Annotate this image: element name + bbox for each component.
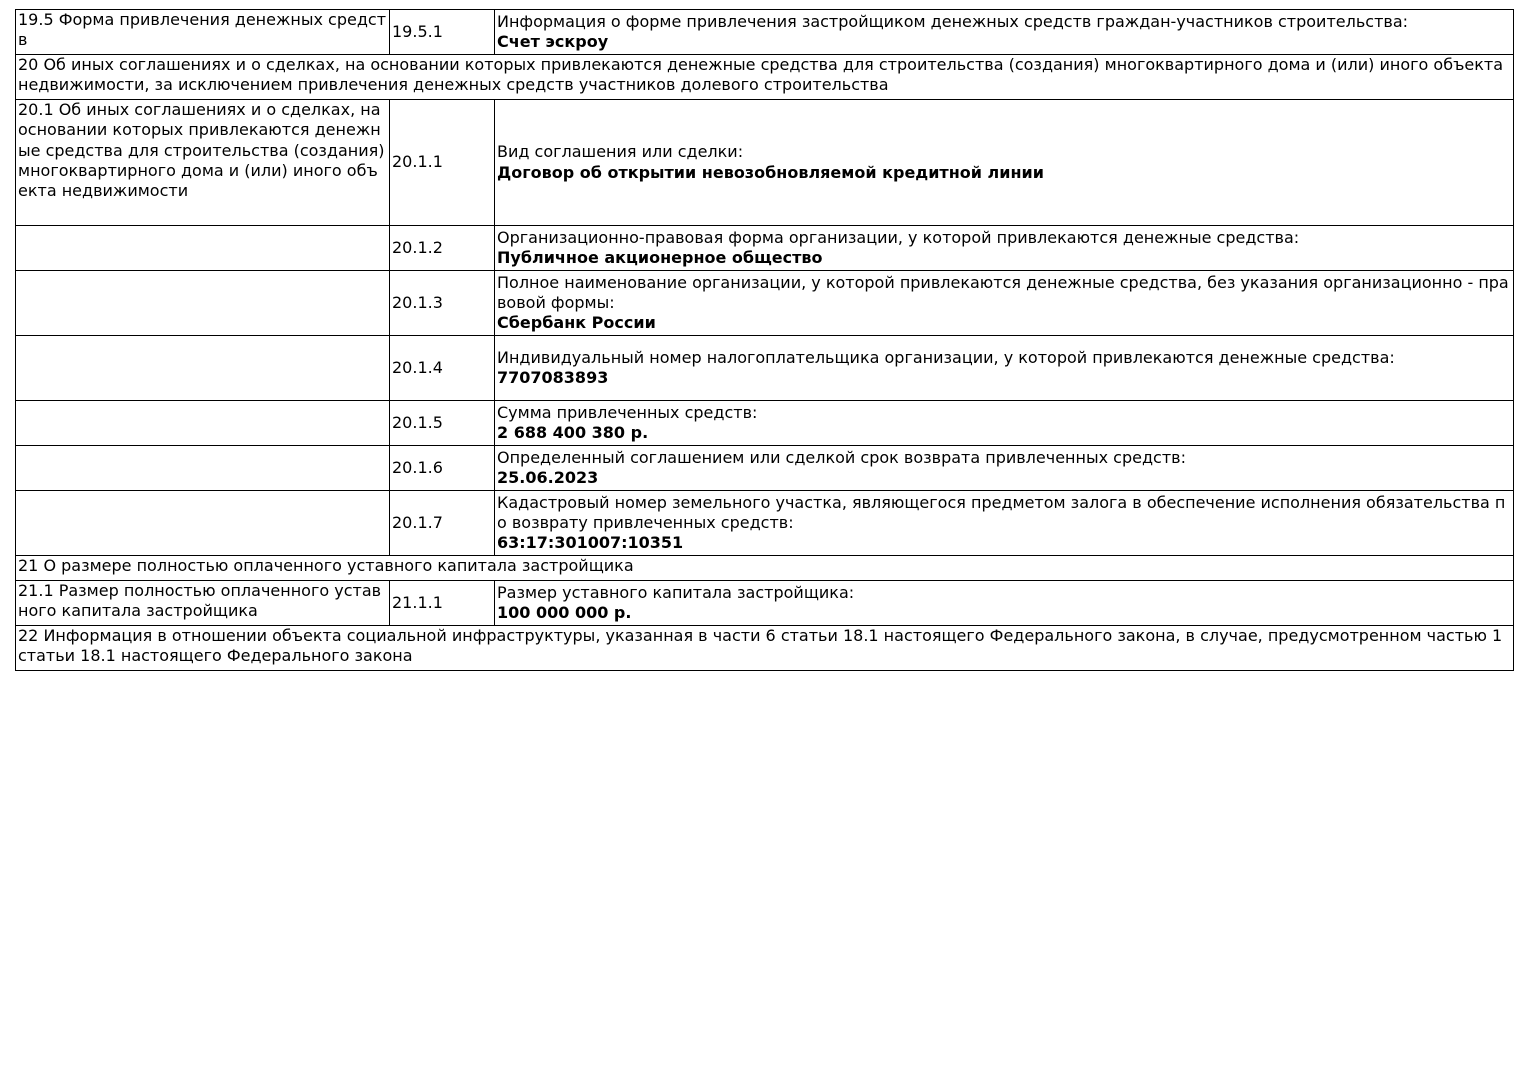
table-row (16, 401, 1514, 446)
table-row (16, 336, 1514, 401)
item-value: 63:17:301007:10351 (497, 533, 684, 553)
table-row (16, 581, 1514, 626)
item-value-cell (495, 271, 1514, 336)
section-title-cell: 21.1 Размер полностью оплаченного уставного капитала застройщика (16, 581, 390, 626)
section-title-cell (16, 226, 390, 271)
item-value: 25.06.2023 (497, 468, 599, 487)
item-code-cell: 20.1.1 (390, 100, 495, 226)
item-label: Вид соглашения или сделки: (497, 142, 744, 162)
item-code-cell: 20.1.4 (390, 336, 495, 401)
table-row (16, 10, 1514, 55)
item-label: Размер уставного капитала застройщика: (497, 582, 855, 602)
section-heading: 20 Об иных соглашениях и о сделках, на основании которых привлекаются денежные средства для строительства (создания) многоквартирного дома и (или) иного объекта недвижимости, за исключением привлечения денежных средств участников долевого строительства (16, 55, 1514, 100)
item-label: Определенный соглашением или сделкой срок возврата привлеченных средств: (497, 447, 1186, 467)
item-value: Договор об открытии невозобновляемой кредитной линии (497, 162, 1044, 182)
item-value: Публичное акционерное общество (497, 248, 823, 267)
item-value: Счет эскроу (497, 32, 609, 51)
section-title-cell (16, 491, 390, 556)
section-title-cell: 20.1 Об иных соглашениях и о сделках, на основании которых привлекаются денежные средства для строительства (создания) многоквартирного дома и (или) иного объекта недвижимости (16, 100, 390, 226)
item-value: 100 000 000 р. (497, 603, 632, 622)
item-label: Организационно-правовая форма организации, у которой привлекаются денежные средства: (497, 227, 1300, 247)
section-title-cell: 19.5 Форма привлечения денежных средств (16, 10, 390, 55)
item-value: Сбербанк России (497, 313, 656, 333)
item-value-cell (495, 401, 1514, 446)
item-code-cell: 20.1.2 (390, 226, 495, 271)
section-heading: 22 Информация в отношении объекта социальной инфраструктуры, указанная в части 6 статьи 18.1 настоящего Федерального закона, в случае, предусмотренном частью 1 статьи 18.1 настоящего Федерального закона (16, 626, 1514, 671)
item-value: 2 688 400 380 р. (497, 423, 649, 442)
section-title-cell (16, 271, 390, 336)
item-code-cell: 20.1.5 (390, 401, 495, 446)
section-title-cell (16, 401, 390, 446)
item-label: Полное наименование организации, у которой привлекаются денежные средства, без указания организационно - правовой формы: (497, 272, 1509, 312)
item-label: Кадастровый номер земельного участка, являющегося предметом залога в обеспечение исполнения обязательства по возврату привлеченных средств: (497, 492, 1506, 532)
item-code-cell: 20.1.6 (390, 446, 495, 491)
table-row (16, 226, 1514, 271)
item-value-cell (495, 581, 1514, 626)
section-title-cell (16, 336, 390, 401)
item-value-cell (495, 446, 1514, 491)
item-label: Сумма привлеченных средств: (497, 402, 758, 422)
item-code-cell: 20.1.3 (390, 271, 495, 336)
item-code-cell: 20.1.7 (390, 491, 495, 556)
section-title-cell (16, 446, 390, 491)
item-label: Информация о форме привлечения застройщиком денежных средств граждан-участников строительства: (497, 11, 1409, 31)
item-label: Индивидуальный номер налогоплательщика организации, у которой привлекаются денежные средства: (497, 347, 1395, 367)
section-heading-row (16, 55, 1514, 100)
item-value-cell (495, 491, 1514, 556)
table-row (16, 491, 1514, 556)
item-value: 7707083893 (497, 368, 609, 387)
item-value-cell (495, 336, 1514, 401)
section-heading: 21 О размере полностью оплаченного уставного капитала застройщика (16, 556, 1514, 581)
table-row (16, 100, 1514, 226)
item-code-cell: 21.1.1 (390, 581, 495, 626)
table-row (16, 271, 1514, 336)
section-heading-row (16, 626, 1514, 671)
section-heading-row (16, 556, 1514, 581)
item-code-cell: 19.5.1 (390, 10, 495, 55)
item-value-cell (495, 10, 1514, 55)
item-value-cell (495, 100, 1514, 226)
table-row (16, 446, 1514, 491)
item-value-cell (495, 226, 1514, 271)
declaration-table (15, 9, 1514, 671)
